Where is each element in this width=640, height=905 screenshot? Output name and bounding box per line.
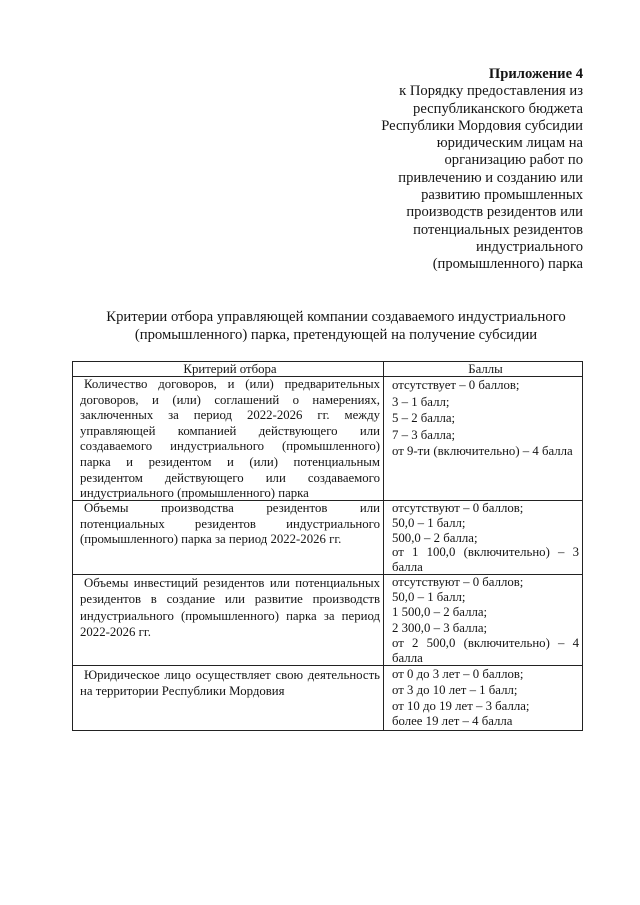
criterion-text-line: резидентов в создание или развитие производств (80, 592, 380, 607)
appendix-line: производств резидентов или (406, 204, 583, 221)
appendix-title: Приложение 4 (488, 66, 583, 82)
criterion-text-line: парка и резидентом и (или) потенциальным (80, 454, 380, 469)
criterion-text-line: потенциальных резидентов индустриального (80, 516, 380, 531)
appendix-block (381, 66, 583, 274)
points-cell (384, 501, 582, 574)
points-text-line: 7 – 3 балла; (392, 427, 456, 442)
points-text-line: отсутствуют – 0 баллов; (392, 501, 524, 515)
points-text-line: от 0 до 3 лет – 0 баллов; (392, 667, 524, 681)
heading-line: (промышленного) парка, претендующей на получение субсидии (134, 327, 538, 343)
points-text-line: от 9-ти (включительно) – 4 балла (392, 444, 573, 458)
points-text-line: 500,0 – 2 балла; (392, 530, 478, 545)
table-row (73, 666, 582, 730)
criterion-text-line: создаваемого индустриального (промышленного) (80, 439, 380, 454)
points-text-line: от 2 500,0 (включительно) – 4 (392, 635, 579, 650)
header-criterion: Критерий отбора (73, 362, 384, 376)
points-cell (384, 575, 582, 665)
points-text-line: 2 300,0 – 3 балла; (392, 620, 488, 635)
criterion-text-line: управляющей компанией действующего или (80, 423, 380, 438)
appendix-line: привлечению и созданию или (398, 169, 583, 186)
points-cell (384, 377, 582, 500)
criterion-text-line: Объемы производства резидентов или (84, 501, 380, 515)
points-text-line: 1 500,0 – 2 балла; (392, 605, 488, 620)
points-text-line: 50,0 – 1 балл; (392, 590, 466, 605)
points-text-line: 5 – 2 балла; (392, 411, 456, 425)
document-heading (82, 308, 590, 344)
table-header-row (73, 362, 582, 377)
criterion-text-line: индустриального (промышленного) парка (80, 486, 309, 501)
header-points: Баллы (468, 362, 503, 376)
criteria-table (72, 361, 583, 731)
appendix-line: (промышленного) парка (432, 256, 583, 273)
criterion-text-line: договоров, и (или) соглашений о намерениях, (80, 392, 380, 407)
criterion-cell (73, 666, 384, 730)
points-text-line: 50,0 – 1 балл; (392, 515, 466, 530)
appendix-line: юридическим лицам на (436, 135, 583, 152)
appendix-line: республиканского бюджета (413, 100, 583, 117)
points-text-line: балла (392, 651, 423, 666)
points-cell (384, 666, 582, 730)
table-row (73, 377, 582, 501)
table-row (73, 501, 582, 575)
points-text-line: отсутствуют – 0 баллов; (392, 575, 524, 589)
criterion-cell (73, 377, 384, 500)
criterion-text-line: (промышленного) парка за период 2022-2026 гг. (80, 532, 342, 547)
table-row (73, 575, 582, 666)
points-text-line: от 10 до 19 лет – 3 балла; (392, 698, 530, 713)
points-text-line: отсутствует – 0 баллов; (392, 378, 520, 392)
criterion-text-line: заключенных за период 2022-2026 гг. между (80, 408, 380, 423)
points-text-line: балла (392, 560, 423, 575)
points-text-line: от 1 100,0 (включительно) – 3 (392, 545, 579, 560)
points-text-line: от 3 до 10 лет – 1 балл; (392, 682, 518, 697)
criterion-cell (73, 501, 384, 574)
appendix-line: развитию промышленных (421, 187, 583, 204)
criterion-text-line: Количество договоров, и (или) предварительных (84, 377, 380, 391)
points-text-line: более 19 лет – 4 балла (392, 714, 513, 729)
appendix-line: Республики Мордовия субсидии (381, 117, 583, 134)
criterion-text-line: Юридическое лицо осуществляет свою деятельность (84, 668, 380, 682)
points-text-line: 3 – 1 балл; (392, 394, 450, 409)
criterion-text-line: резидентом действующего или создаваемого (80, 470, 380, 485)
criterion-text-line: Объемы инвестиций резидентов или потенциальных (84, 576, 380, 590)
criterion-text-line: на территории Республики Мордовия (80, 683, 285, 698)
criterion-cell (73, 575, 384, 665)
appendix-line: индустриального (475, 238, 583, 255)
appendix-line: потенциальных резидентов (413, 221, 583, 238)
criterion-text-line: 2022-2026 гг. (80, 624, 151, 639)
heading-line: Критерии отбора управляющей компании создаваемого индустриального (106, 309, 566, 325)
criterion-text-line: индустриального (промышленного) парка за период (80, 608, 380, 623)
appendix-line: организацию работ по (444, 152, 583, 169)
appendix-line: к Порядку предоставления из (399, 83, 583, 100)
